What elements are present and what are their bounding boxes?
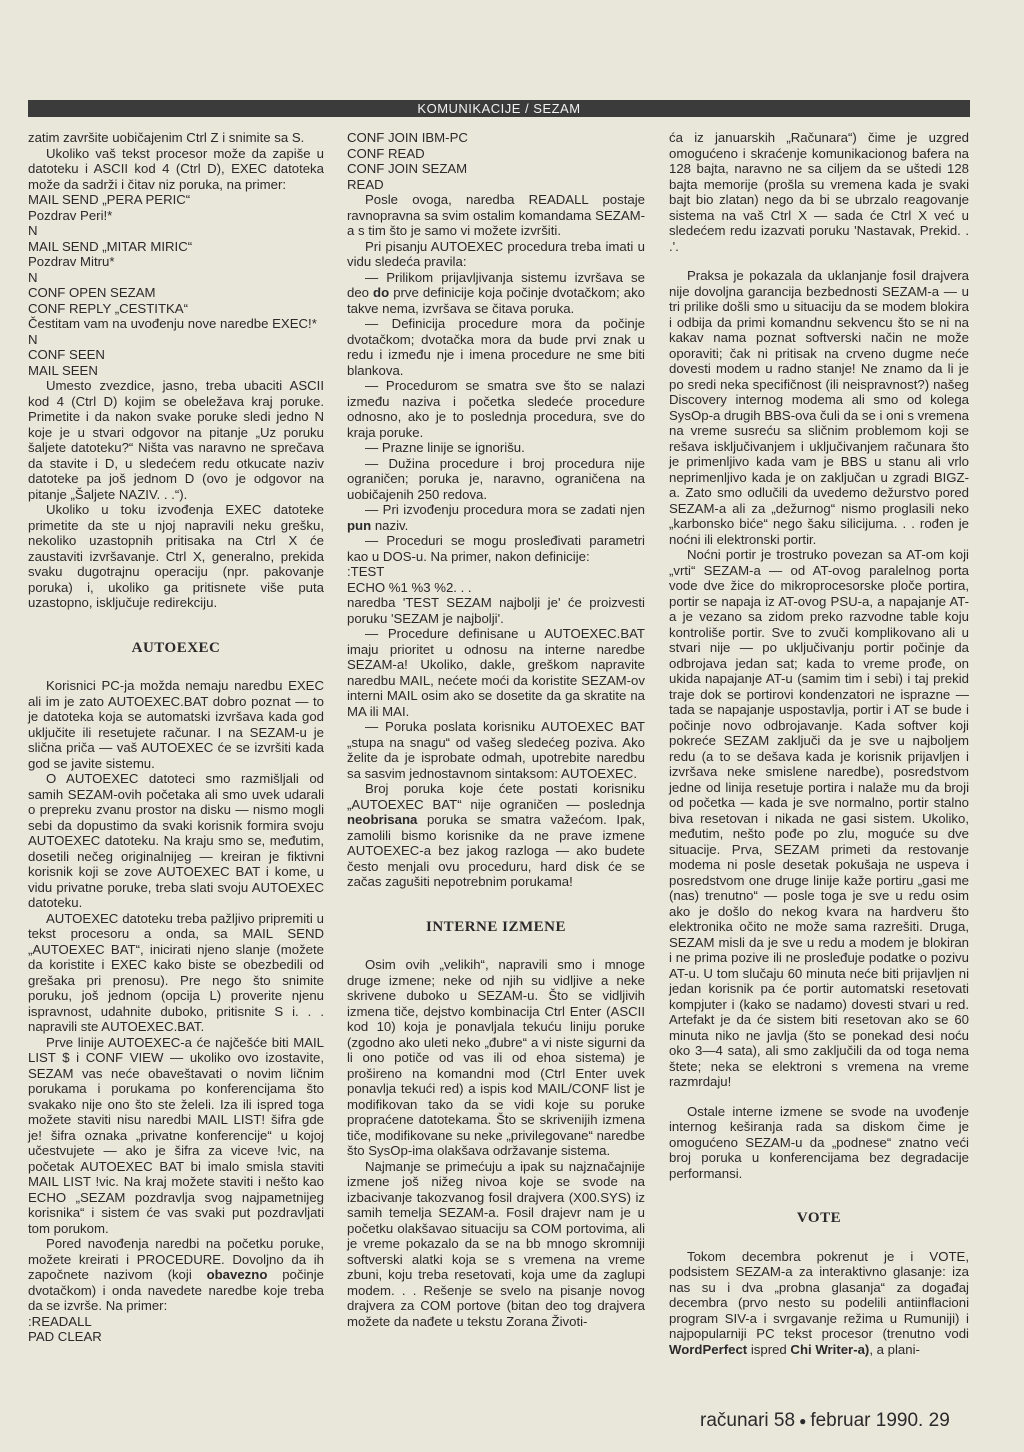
code-line: MAIL SEEN xyxy=(28,362,98,378)
paragraph: Ukoliko vaš tekst procesor može da zapiše u datoteku i ASCII kod 4 (Ctrl D), EXEC datoteka može da sadrži i čitav niz poruka, na primer: xyxy=(28,145,324,192)
code-line: N xyxy=(28,223,38,238)
paragraph: — Prazne linije se ignorišu. xyxy=(365,440,525,455)
paragraph: Pri pisanju AUTOEXEC procedura treba imati u vidu sledeća pravila: xyxy=(347,238,645,269)
paragraph: AUTOEXEC datoteku treba pažljivo pripremiti u tekst procesoru a onda, sa MAIL SEND „AUTOEXEC BAT“, inicirati njeno slanje (možete da koristite i EXEC kako biste se obezbedili od grešaka pri prenosu). Pre nego što snimite poruku, još jednom (opcija L) proverite njenu ispravnost, udahnite duboko, pritisnite S i. . . napravili ste AUTOEXEC.BAT. xyxy=(28,910,324,1034)
paragraph: naredba 'TEST SEZAM najbolji je' će proizvesti poruku 'SEZAM je najbolji'. xyxy=(347,595,645,626)
paragraph: Ukoliko u toku izvođenja EXEC datoteke primetite da ste u njoj napravili neku grešku, nekoliko uzastopnih pritisaka na Ctrl X će zaustaviti izvršavanje. Ctrl X, generalno, prekida svaku dugotrajnu operaciju (npr. pakovanje poruka) i, ukoliko ga pritisnete više puta uzastopno, isključuje redirekciju. xyxy=(28,502,324,610)
bold-text: WordPerfect xyxy=(669,1341,748,1357)
code-line: CONF OPEN SEZAM xyxy=(28,285,156,300)
footer-issue: računari 58 xyxy=(700,1410,796,1431)
text-run: naziv. xyxy=(371,517,409,533)
text-run: Tokom decembra pokrenut je i VOTE, podsistem SEZAM-a za interaktivno glasanje: iza nas su i dva „probna glasanja“ za događaj decembra (prvo nesto su podelili antiinflacioni program SIV-a i svrgavanje režima u Rumuniji) i najpopularniji PC tekst procesor (trenutno vodi xyxy=(669,1248,969,1341)
text-run: Broj poruka koje ćete postati korisniku „AUTOEXEC BAT“ nije ograničen — poslednja xyxy=(347,781,645,812)
paragraph xyxy=(347,781,645,890)
code-line: CONF SEEN xyxy=(28,347,105,362)
bold-text: neobrisana xyxy=(347,812,418,827)
bold-text: obavezno xyxy=(206,1267,268,1282)
code-block xyxy=(28,1314,324,1345)
text-run: — Pri izvođenju procedura mora se zadati njen xyxy=(365,502,645,517)
bullet-icon: ● xyxy=(799,1413,807,1428)
text-run: prve definicije koja počinje dvotačkom; ako takve nema, izvršava se čitava poruka. xyxy=(347,285,645,316)
code-line: :READALL xyxy=(28,1313,92,1329)
column-1 xyxy=(28,130,324,1345)
paragraph: Posle ovoga, naredba READALL postaje ravnopravna sa svim ostalim komandama SEZAM-a s tim što je samo vi možete izvršiti. xyxy=(347,192,645,238)
code-line: MAIL SEND „MITAR MIRIC“ xyxy=(28,238,193,254)
code-line: N xyxy=(28,269,38,285)
paragraph: — Definicija procedure mora da počinje dvotačkom; dvotačka mora da bude prvi znak u redu i između nje i imena procedure ne sme biti blankova. xyxy=(347,316,645,378)
text-run: , a plani- xyxy=(869,1341,920,1357)
paragraph: ća iz januarskih „Računara“) čime je uzgred omogućeno i skraćenje komunikacionog bafera na 128 bajta, naravno ne sa ciljem da se uštedi 128 bajta memorije (prošla su vremena kada je svaki bajt bio zlatan) nego da bi se ubrzalo reagovanje sistema na vaš Ctrl X — sada će Ctrl X već u sledećem redu izazvati poruku 'Nastavak, Prekid. . .'. xyxy=(669,130,969,254)
text-run: poruka se smatra važećom. Ipak, zamolili bismo korisnike da ne prave izmene AUTOEXEC-a bez jakog razloga — ako budete često menjali ovu proceduru, hard disk će se začas zagušiti nepotrebnim porukama! xyxy=(347,812,645,889)
paragraph: O AUTOEXEC datoteci smo razmišljali od samih SEZAM-ovih početaka ali smo uvek udarali o prepreku zvanu prostor na disku — nismo mogli sebi da dopustimo da svaki korisnik formira svoju AUTOEXEC datoteku. Na kraju smo se, međutim, dosetili nečeg originalnijeg — kreiran je fiktivni korisnik koji se zove AUTOEXEC BAT i kome, u vidu privatne poruke, treba slati svoju AUTOEXEC datoteku. xyxy=(28,771,324,910)
text-run: počinje dvotačkom) i onda navedete naredbe koje treba da se izvrše. Na primer: xyxy=(28,1267,324,1313)
paragraph: — Procedure definisane u AUTOEXEC.BAT imaju prioritet u odnosu na interne naredbe SEZAM-a! Ukoliko, dakle, greškom napravite naredbu MAIL, nećete moći da koristite SEZAM-ov interni MAIL osim ako se dosetite da ga skratite na MA ili MAI. xyxy=(347,626,645,719)
paragraph xyxy=(347,270,645,317)
bold-text: Chi Writer-a) xyxy=(790,1341,870,1357)
section-heading-vote: VOTE xyxy=(796,1210,842,1226)
paragraph: — Dužina procedure i broj procedura nije ograničen; poruka je, naravno, ograničena na uobičajenih 250 redova. xyxy=(347,455,645,502)
paragraph: Korisnici PC-ja možda nemaju naredbu EXEC ali im je zato AUTOEXEC.BAT dobro poznat — to je datoteka koja se automatski izvršava kada god uključite ili resetujete računar. I na SEZAM-u je slična priča — vaš AUTOEXEC će se izvršiti kada god se javite sistemu. xyxy=(28,678,324,771)
code-block xyxy=(28,332,324,379)
section-title: KOMUNIKACIJE / SEZAM xyxy=(417,101,581,116)
code-line: Pozdrav Peri!* xyxy=(28,207,113,223)
paragraph: Prve linije AUTOEXEC-a će najčešće biti MAIL LIST $ i CONF VIEW — ukoliko ovo izostavite, SEZAM vas neće obaveštavati o novim ličnim porukama i porukama po konferencijama što svakako nije ono što ste želeli. Iza ili ispred toga možete staviti nisu naredbi MAIL LIST! šifra gde je! šifra oznaka „privatne konferencije“ u kojoj učestvujete — ako je šifra za viceve !vic, na početak AUTOEXEC BAT bi imalo smisla staviti MAIL LIST !vic. Na kraj možete staviti i nešto kao ECHO „SEZAM pozdravlja svog najpametnijeg korisnika“ i sistem će vas svaki put pozdravljati tom porukom. xyxy=(28,1034,324,1236)
section-header-bar xyxy=(28,100,970,117)
code-line: :TEST xyxy=(347,564,385,579)
paragraph: Umesto zvezdice, jasno, treba ubaciti ASCII kod 4 (Ctrl D) kojim se obeležava kraj poruke. Primetite i da nakon svake poruke sledi jedno N koje je u stvari odgovor na pitanje „Uz poruku šaljete datoteku?“ Ništa vas naravno ne sprečava da stavite i D, u sledećem redu otkucate naziv datoteke pa još jednom D (ovo je odgovor na pitanje „Šaljete NAZIV. . .“). xyxy=(28,378,324,502)
code-line: N xyxy=(28,331,38,347)
paragraph: — Poruka poslata korisniku AUTOEXEC BAT „stupa na snagu“ od vašeg sledećeg poziva. Ako želite da je isprobate odmah, upotrebite naredbu sa sasvim jednostavnom sintaksom: AUTOEXEC. xyxy=(347,719,645,781)
bold-text: do xyxy=(373,285,390,300)
paragraph: Ostale interne izmene se svode na uvođenje internog keširanja rada sa diskom čime je omogućeno SEZAM-u da „podnese“ znatno veći broj poruka u konferencijama bez degradacije performansi. xyxy=(669,1103,969,1181)
paragraph xyxy=(28,1236,324,1314)
code-block xyxy=(28,192,324,316)
code-line: CONF READ xyxy=(347,145,425,161)
code-line: PAD CLEAR xyxy=(28,1329,102,1344)
page-number: 29 xyxy=(928,1410,950,1431)
code-line: CONF JOIN SEZAM xyxy=(347,161,468,176)
code-line: Čestitam vam na uvođenju nove naredbe EXEC!* xyxy=(28,316,317,331)
paragraph xyxy=(669,1249,969,1358)
code-line: Pozdrav Mitru* xyxy=(28,254,115,269)
code-line: CONF JOIN IBM-PC xyxy=(347,130,468,145)
text-run: Pored navođenja naredbi na početku poruke, možete kreirati i PROCEDURE. Dovoljno da ih započnete nazivom (koji xyxy=(28,1236,324,1282)
paragraph: Praksa je pokazala da uklanjanje fosil drajvera nije dovoljna garancija bezbednosti SEZAM-a — u tri prilike došli smo u situaciju da se modem blokira i odbija da primi komandnu sekvencu što se ni na kakav nama poznat softverski način ne može oporaviti; čak ni pritisak na crveno dugme neće dovesti modem u radno stanje! Ne znamo da li je po sredi neka specifičnost (ili neispravnost?) našeg Discovery internog modema ali smo od kolega SysOp-a drugih BBS-ova čuli da se i oni s vremena na vreme susreću sa sličnim problemom koji se rešava isključivanjem i uključivanjem računara što je primenljivo kada vam je BBS u stanu ali vrlo neprimenljivo kada je on zaključan u zgradi BIGZ-a. Zato smo odlučili da uvedemo dežurstvo pored SEZAM-a ali za „dežurnog“ nismo proglasili neko „karbonsko biće“ nego šaku silicijuma. . . rođen je noćni ili elektronski portir. xyxy=(669,268,969,547)
paragraph: — Procedurom se smatra sve što se nalazi između naziva i početka sledeće procedure odnosno, ako je to poslednja procedura, sve do kraja poruke. xyxy=(347,378,645,440)
code-line: CONF REPLY „CESTITKA“ xyxy=(28,300,188,316)
paragraph: — Proceduri se mogu prosleđivati parametri kao u DOS-u. Na primer, nakon definicije: xyxy=(347,533,645,564)
section-heading-interne-izmene: INTERNE IZMENE xyxy=(426,918,566,935)
page-footer xyxy=(700,1410,950,1432)
section-heading-autoexec: AUTOEXEC xyxy=(131,639,221,656)
paragraph xyxy=(347,502,645,533)
code-line: READ xyxy=(347,176,384,192)
text-run: ispred xyxy=(747,1341,791,1357)
column-3 xyxy=(669,130,969,1357)
code-block xyxy=(347,130,645,192)
paragraph: Noćni portir je trostruko povezan sa AT-om koji „vrti“ SEZAM-a — od AT-ovog paralelnog porta vode dve žice do mikroprocesorske ploče portira, portir se napaja iz AT-ovog PSU-a, a napajanje AT-a je vezano sa zidom preko razvodne table koju kontroliše portir. Sve to zvuči komplikovano ali u stvari nije — po uključivanju portir počinje da odbrojava jedan sat; kada to vreme prođe, on ukida napajanje AT-u (samim tim i sebi) i taj prekid traje dok se portirovi kondenzatori ne isprazne — tada se napajanje uspostavlja, portir i AT se bude i počinje novo odbrojavanje. Kada softver koji pokreće SEZAM zaključi da je sve u najboljem redu (a to se dešava kada je korisnik prijavljen i izvršava neke smislene naredbe), posredstvom jedne od linija resetuje portira i nalaže mu da broji od početka — kada je sve normalno, portir stalno biva resetovan i nikada ne gasi sistem. Ukoliko, međutim, nešto pođe po zlu, moguće su dve situacije. Prva, SEZAM primeti da restovanje modema ni posle desetak pokušaja ne uspeva i posredstvom one druge linije kaže portiru „gasi me (nas) trenutno“ — posle toga je sve u redu osim ako je došlo do nekog kvara na hardveru što elektronika očito ne može sama razrešiti. Druga, SEZAM misli da je sve u redu a modem je blokiran i ne prima pozive ili ne prosleđuje podatke o pozivu AT-u. U tom slučaju 60 minuta neće biti prijavljen ni jedan korisnik pa će portir automatski resetovati kompjuter i (kako se nadamo) dovesti stvari u red. Artefakt je da će sistem biti resetovan ako se 60 minuta niko ne javlja (što se ponekad desi noću oko 3—4 sata), ali smo zaključili da od toga nema štete; neka se elektroni s vremena na vreme razmrdaju! xyxy=(669,547,969,1089)
paragraph: Najmanje se primećuju a ipak su najznačajnije izmene još nižeg nivoa koje se svode na izbacivanje takozvanog fosil drajvera (X00.SYS) iz samih temelja SEZAM-a. Fosil drajevr nam je u početku olakšavao situaciju sa COM portovima, ali je vreme pokazalo da se na bb mnogo skromniji softverski alatki koja se s vremena na vreme zbuni, koju treba resetovati, koja ume da zaglupi modem. . . Rešenje se svelo na pisanje novog drajvera za COM portove (bitan deo tog drajvera možete da nađete u tekstu Zorana Životi- xyxy=(347,1158,645,1329)
code-line: ECHO %1 %3 %2. . . xyxy=(347,579,472,595)
paragraph: zatim završite uobičajenim Ctrl Z i snimite sa S. xyxy=(28,130,305,145)
code-line: MAIL SEND „PERA PERIC“ xyxy=(28,192,191,207)
bold-text: pun xyxy=(347,517,372,533)
column-2 xyxy=(347,130,645,1329)
text-run: — Prilikom prijavljivanja sistemu izvršava se deo xyxy=(347,269,645,300)
paragraph: Osim ovih „velikih“, napravili smo i mnoge druge izmene; neke od njih su vidljive a neke skrivene duboko u SEZAM-u. Što se vidljivih izmena tiče, dejstvo kombinacija Ctrl Enter (ASCII kod 10) koja je ponavljala tekuću liniju poruke (zgodno ako uleti neko „đubre“ a vi niste sigurni da li ono potiče od vas ili od ehoa sistema) je prošireno na komandni mod (Ctrl Enter uvek ponavlja tekući red) a ispis kod MAIL/CONF list je modifikovan tako da se vidi koje su poruke propraćene datotekama. Što se skrivenijih izmena tiče, modifikovane su neke „privilegovane“ naredbe što SysOp-ima olakšava održavanje sistema. xyxy=(347,957,645,1158)
footer-date: februar 1990. xyxy=(810,1410,924,1431)
code-block xyxy=(347,564,645,595)
